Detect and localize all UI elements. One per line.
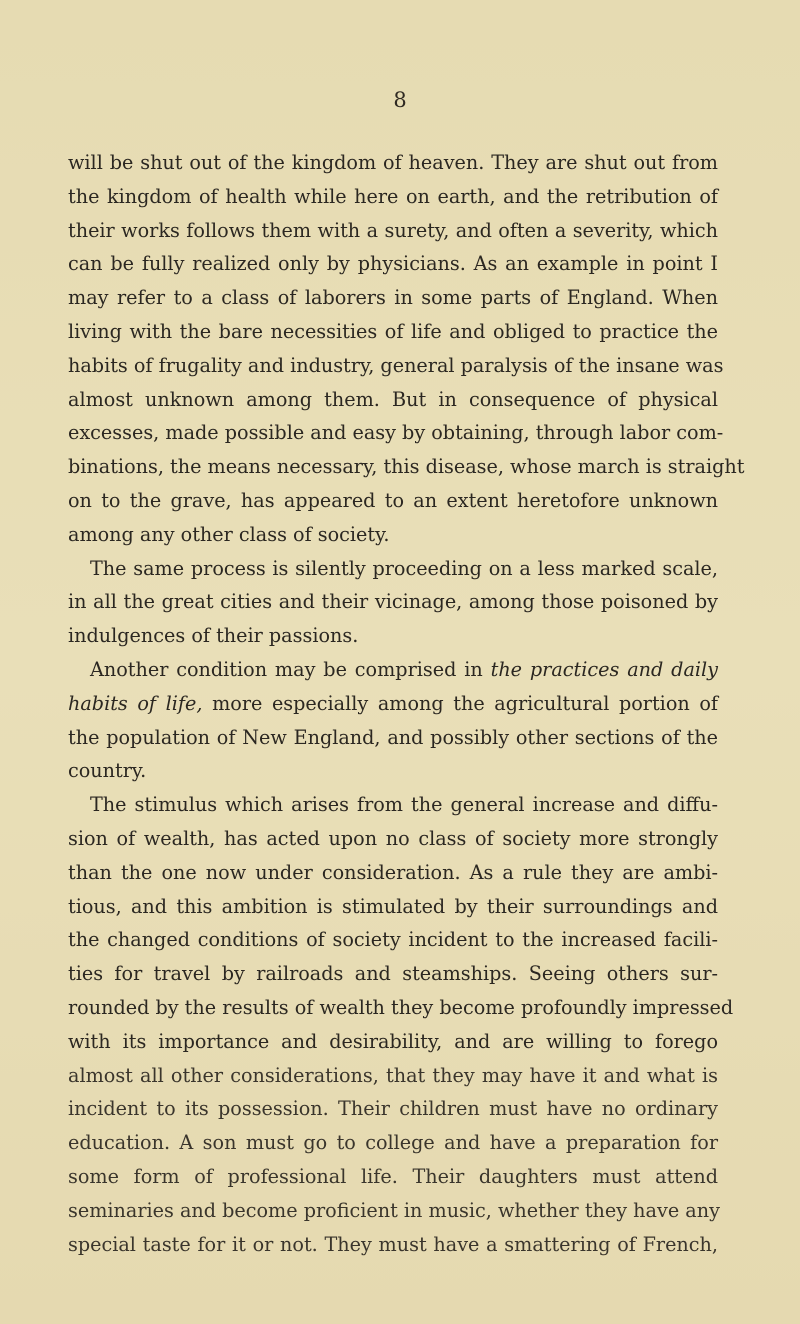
text-line: excesses, made possible and easy by obtaining, through labor com- (68, 421, 724, 445)
text-line: country. (68, 759, 147, 783)
text-line: binations, the means necessary, this disease, whose march is straight (68, 455, 745, 479)
page-number: 8 (393, 88, 407, 112)
text-line: sion of wealth, has acted upon no class of society more strongly (68, 826, 718, 850)
text-line: may refer to a class of laborers in some parts of England. When (68, 286, 718, 310)
italic-phrase: habits of life, (68, 691, 203, 715)
text-line: some form of professional life. Their daughters must attend (68, 1164, 718, 1188)
text-line: almost all other considerations, that they may have it and what is (68, 1063, 718, 1087)
text-line: can be fully realized only by physicians. As an example in point I (68, 252, 718, 276)
text-line: The same process is silently proceeding on a less marked scale, (90, 556, 718, 580)
text-line: will be shut out of the kingdom of heaven. They are shut out from (68, 151, 718, 174)
text-line: the kingdom of health while here on earth, and the retribution of (68, 184, 718, 208)
text-line: rounded by the results of wealth they become profoundly impressed (68, 995, 734, 1019)
text-line-with-italic (68, 687, 718, 721)
text-line: with its importance and desirability, and are willing to forego (68, 1029, 718, 1053)
italic-phrase: the practices and daily (490, 657, 718, 681)
text-line: tious, and this ambition is stimulated by their surroundings and (68, 894, 718, 918)
text-line: indulgences of their passions. (68, 624, 359, 648)
text-line: education. A son must go to college and have a preparation for (68, 1131, 718, 1155)
text-line: their works follows them with a surety, and often a severity, which (68, 218, 718, 242)
text-line: special taste for it or not. They must have a smattering of French, (68, 1232, 718, 1256)
line-part: more especially among the agricultural portion of (202, 691, 718, 715)
text-line: the population of New England, and possibly other sections of the (68, 725, 718, 749)
text-line: The stimulus which arises from the general increase and diffu- (90, 793, 718, 817)
body-text (68, 146, 745, 1261)
text-line: on to the grave, has appeared to an extent heretofore unknown (68, 488, 718, 512)
text-line: the changed conditions of society incident to the increased facili- (68, 928, 718, 952)
text-line-with-italic (68, 653, 718, 687)
text-line: ties for travel by railroads and steamships. Seeing others sur- (68, 962, 718, 986)
text-line: among any other class of society. (68, 522, 390, 546)
text-line: living with the bare necessities of life and obliged to practice the (68, 319, 718, 343)
text-line: habits of frugality and industry, general paralysis of the insane was (68, 353, 724, 377)
text-line: in all the great cities and their vicinage, among those poisoned by (68, 590, 718, 614)
text-line: seminaries and become proficient in music, whether they have any (68, 1198, 720, 1222)
text-line: almost unknown among them. But in consequence of physical (68, 387, 718, 411)
text-line: than the one now under consideration. As a rule they are ambi- (68, 860, 718, 884)
line-part: Another condition may be comprised in (90, 657, 491, 681)
text-line: incident to its possession. Their children must have no ordinary (68, 1097, 718, 1121)
